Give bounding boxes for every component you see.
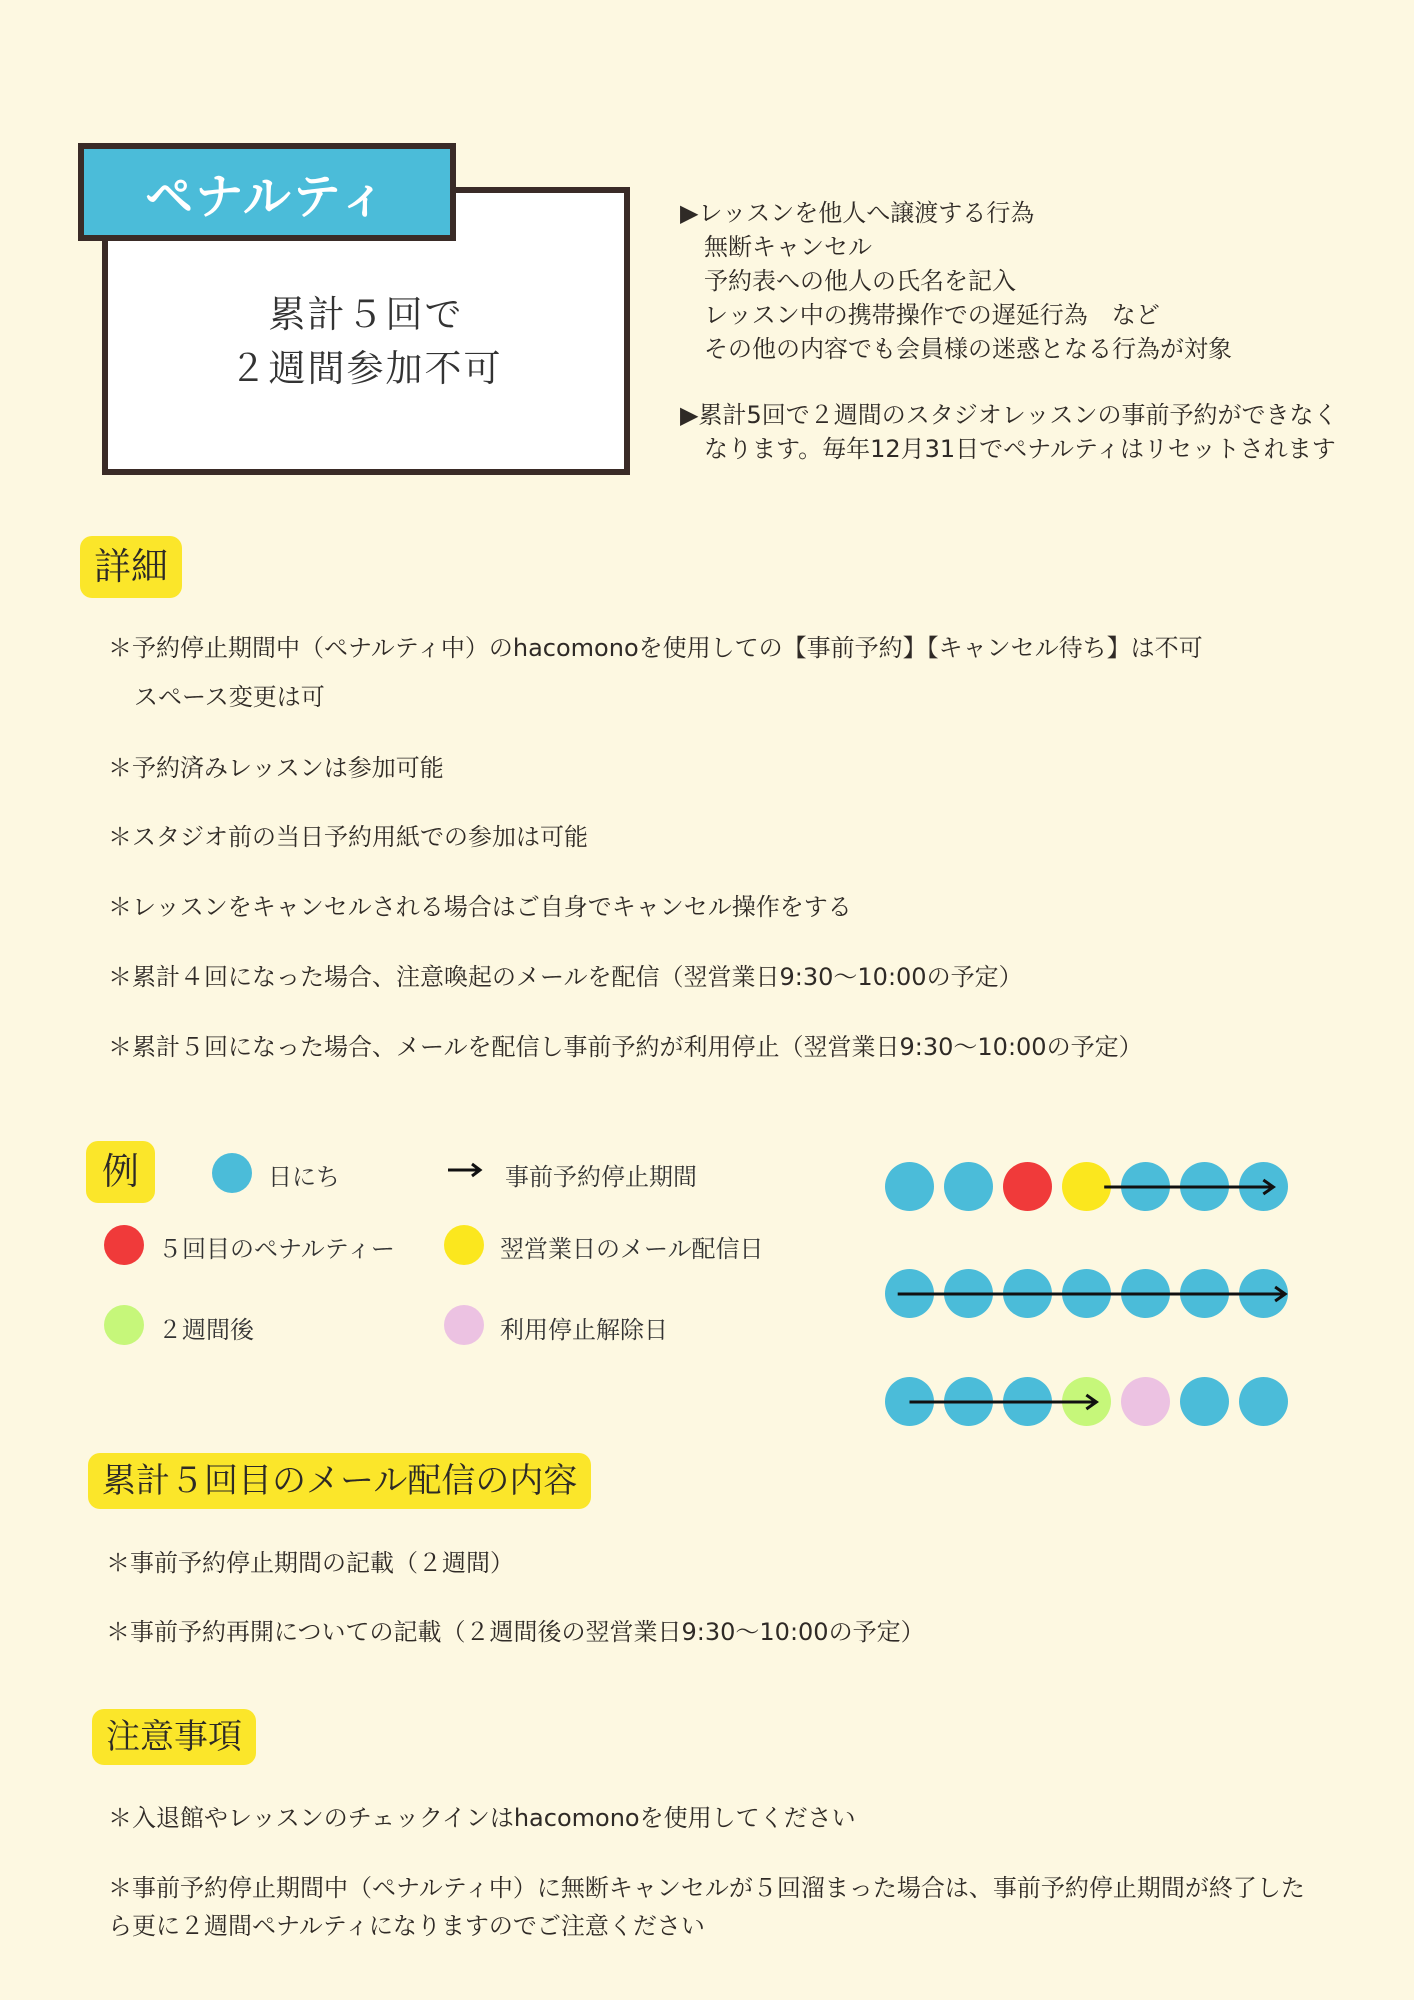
rule-line: その他の内容でも会員様の迷惑となる行為が対象 — [704, 335, 1232, 363]
detail-item: ＊累計４回になった場合、注意喚起のメールを配信（翌営業日9:30〜10:00の予定） — [108, 963, 1023, 991]
mail-item: ＊事前予約再開についての記載（２週間後の翌営業日9:30〜10:00の予定） — [106, 1618, 925, 1646]
timeline-dot-day — [885, 1162, 934, 1211]
timeline-dot-release — [1121, 1377, 1170, 1426]
rule-line: 予約表への他人の氏名を記入 — [704, 267, 1016, 295]
detail-item: ＊予約済みレッスンは参加可能 — [108, 754, 444, 782]
legend-release-dot — [444, 1305, 484, 1345]
timeline-dot-day — [944, 1377, 993, 1426]
detail-item: ＊スタジオ前の当日予約用紙での参加は可能 — [108, 823, 588, 851]
rule-line: レッスン中の携帯操作での遅延行為 など — [704, 301, 1160, 329]
timeline-dot-day — [1180, 1269, 1229, 1318]
example-heading: 例 — [86, 1141, 155, 1203]
rule-line: 無断キャンセル — [704, 233, 872, 261]
legend-mail-day-dot — [444, 1225, 484, 1265]
detail-item: スペース変更は可 — [134, 683, 325, 711]
timeline-row — [885, 1269, 1295, 1319]
timeline-dot-day — [885, 1377, 934, 1426]
note-item: ら更に２週間ペナルティになりますのでご注意ください — [108, 1912, 705, 1940]
notes-heading: 注意事項 — [92, 1709, 256, 1765]
legend-arrow-label: 事前予約停止期間 — [505, 1163, 697, 1191]
timeline-dot-day — [944, 1162, 993, 1211]
penalty-title-tab — [78, 143, 456, 241]
detail-item: ＊累計５回になった場合、メールを配信し事前予約が利用停止（翌営業日9:30〜10:00の予定） — [108, 1033, 1143, 1061]
detail-item: ＊レッスンをキャンセルされる場合はご自身でキャンセル操作をする — [108, 893, 852, 921]
timeline-dot-day — [1180, 1162, 1229, 1211]
timeline-dot-day — [1180, 1377, 1229, 1426]
arrow-icon — [446, 1160, 486, 1180]
timeline-row — [885, 1162, 1295, 1212]
timeline-row — [885, 1377, 1295, 1427]
timeline-dot-day — [885, 1269, 934, 1318]
legend-penalty5-label: ５回目のペナルティー — [158, 1235, 395, 1263]
penalty-rules — [680, 196, 1380, 466]
penalty-title: ペナルティ — [145, 168, 389, 225]
detail-item: ＊予約停止期間中（ペナルティ中）のhacomonoを使用しての【事前予約】【キャンセル待ち】は不可 — [108, 634, 1203, 662]
mail-item: ＊事前予約停止期間の記載（２週間） — [106, 1549, 514, 1577]
legend-day-label: 日にち — [268, 1163, 340, 1191]
timeline-dot-day — [944, 1269, 993, 1318]
timeline-dot-mail-day — [1062, 1162, 1111, 1211]
timeline-dot-day — [1003, 1377, 1052, 1426]
legend-two-weeks-dot — [104, 1305, 144, 1345]
timeline-dot-day — [1239, 1162, 1288, 1211]
timeline-dot-two-weeks — [1062, 1377, 1111, 1426]
legend-penalty5-dot — [104, 1225, 144, 1265]
mail-heading: 累計５回目のメール配信の内容 — [88, 1453, 591, 1509]
penalty-summary-line2: ２週間参加不可 — [229, 347, 503, 390]
legend-day-dot — [212, 1153, 252, 1193]
timeline-dot-day — [1062, 1269, 1111, 1318]
timeline-dot-day — [1239, 1269, 1288, 1318]
note-item: ＊事前予約停止期間中（ペナルティ中）に無断キャンセルが５回溜まった場合は、事前予約停止期間が終了した — [108, 1874, 1305, 1902]
rule-line: なります。毎年12月31日でペナルティはリセットされます — [704, 435, 1336, 463]
penalty-summary-line1: 累計５回で — [268, 293, 464, 336]
timeline-dot-day — [1121, 1162, 1170, 1211]
note-item: ＊入退館やレッスンのチェックインはhacomonoを使用してください — [108, 1804, 856, 1832]
legend-two-weeks-label: ２週間後 — [158, 1316, 254, 1344]
timeline-dot-day — [1003, 1269, 1052, 1318]
legend-mail-day-label: 翌営業日のメール配信日 — [500, 1235, 764, 1263]
timeline-dot-day — [1239, 1377, 1288, 1426]
legend-release-label: 利用停止解除日 — [500, 1316, 668, 1344]
rule-line: ▶レッスンを他人へ譲渡する行為 — [680, 199, 1035, 227]
rule-line: ▶累計5回で２週間のスタジオレッスンの事前予約ができなく — [680, 401, 1338, 429]
timeline-dot-penalty5 — [1003, 1162, 1052, 1211]
penalty-summary — [108, 288, 624, 396]
timeline-dot-day — [1121, 1269, 1170, 1318]
details-heading: 詳細 — [80, 536, 182, 598]
